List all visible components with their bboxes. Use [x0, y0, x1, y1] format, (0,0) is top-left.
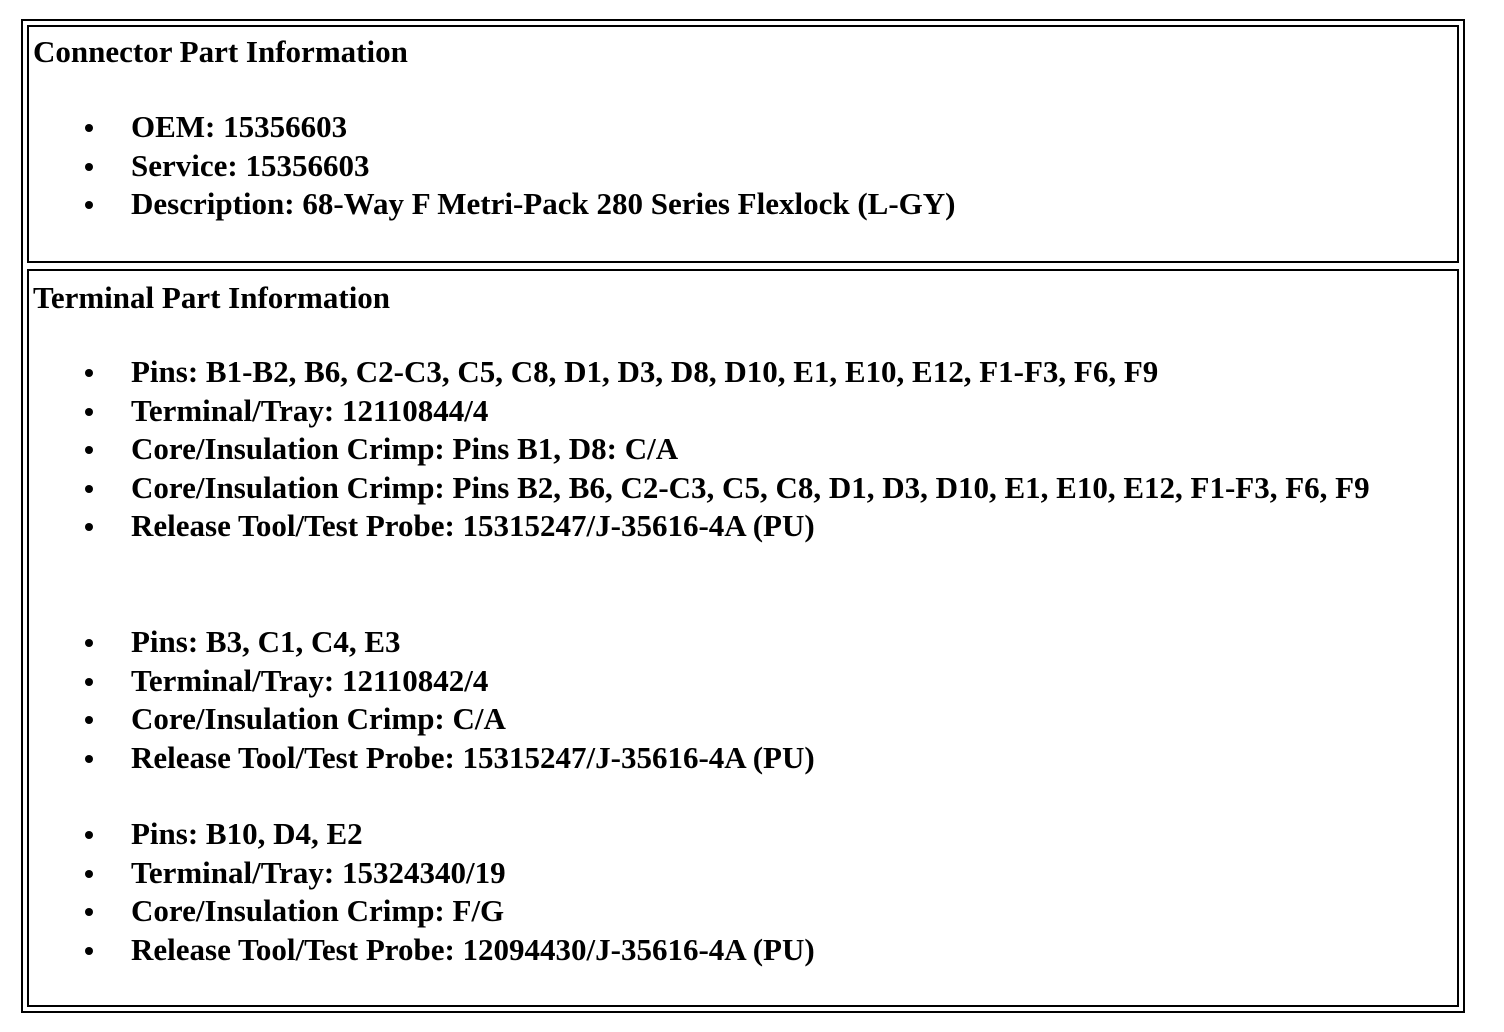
bullet-icon	[85, 523, 93, 531]
list-item	[29, 623, 1457, 662]
bullet-icon	[85, 124, 93, 132]
list-item-text: Terminal/Tray: 12110842/4	[131, 662, 489, 698]
list-item-text: Release Tool/Test Probe: 12094430/J-35616-4A (PU)	[131, 931, 815, 967]
list-item	[29, 854, 1457, 893]
list-item-text: Core/Insulation Crimp: F/G	[131, 893, 505, 929]
bullet-icon	[85, 678, 93, 686]
bullet-icon	[85, 201, 93, 209]
list-item-text: Core/Insulation Crimp: C/A	[131, 701, 506, 737]
list-item-text: Terminal/Tray: 12110844/4	[131, 392, 489, 428]
list-item-text: Pins: B3, C1, C4, E3	[131, 624, 401, 659]
list-item	[29, 392, 1457, 431]
bullet-icon	[85, 639, 93, 647]
list-item	[29, 662, 1457, 701]
terminal-section-title: Terminal Part Information	[33, 280, 391, 315]
bullet-icon	[85, 446, 93, 454]
terminal-part-info-cell	[27, 269, 1459, 1007]
list-item-text: Core/Insulation Crimp: Pins B2, B6, C2-C3, C5, C8, D1, D3, D10, E1, E10, E12, F1-F3, F6, F9	[131, 469, 1370, 505]
bullet-icon	[85, 485, 93, 493]
connector-part-info-cell	[27, 25, 1459, 263]
terminal-group-3-list	[29, 815, 1457, 969]
bullet-icon	[85, 369, 93, 377]
list-item	[29, 700, 1457, 739]
list-item	[29, 892, 1457, 931]
terminal-group-2-list	[29, 623, 1457, 777]
list-item-text: Core/Insulation Crimp: Pins B1, D8: C/A	[131, 431, 679, 467]
list-item	[29, 815, 1457, 854]
list-item	[29, 108, 1457, 147]
list-item	[29, 469, 1457, 508]
list-item-text: Service: 15356603	[131, 147, 370, 183]
bullet-icon	[85, 755, 93, 763]
bullet-icon	[85, 870, 93, 878]
list-item-text: Description: 68-Way F Metri-Pack 280 Series Flexlock (L-GY)	[131, 186, 956, 222]
bullet-icon	[85, 408, 93, 416]
list-item-text: Terminal/Tray: 15324340/19	[131, 854, 506, 890]
connector-section-title: Connector Part Information	[33, 34, 408, 69]
list-item-text: OEM: 15356603	[131, 109, 348, 144]
list-item-text: Pins: B1-B2, B6, C2-C3, C5, C8, D1, D3, D8, D10, E1, E10, E12, F1-F3, F6, F9	[131, 354, 1159, 389]
bullet-icon	[85, 908, 93, 916]
list-item-text: Release Tool/Test Probe: 15315247/J-35616-4A (PU)	[131, 739, 815, 775]
list-item	[29, 185, 1457, 224]
terminal-group-1-list	[29, 353, 1457, 546]
bullet-icon	[85, 163, 93, 171]
bullet-icon	[85, 831, 93, 839]
list-item	[29, 931, 1457, 970]
list-item	[29, 353, 1457, 392]
list-item	[29, 739, 1457, 778]
list-item-text: Release Tool/Test Probe: 15315247/J-35616-4A (PU)	[131, 508, 815, 544]
bullet-icon	[85, 716, 93, 724]
connector-info-list	[29, 108, 1457, 224]
list-item-text: Pins: B10, D4, E2	[131, 816, 363, 851]
bullet-icon	[85, 947, 93, 955]
list-item	[29, 430, 1457, 469]
list-item	[29, 507, 1457, 546]
list-item	[29, 147, 1457, 186]
part-info-table	[21, 19, 1465, 1013]
